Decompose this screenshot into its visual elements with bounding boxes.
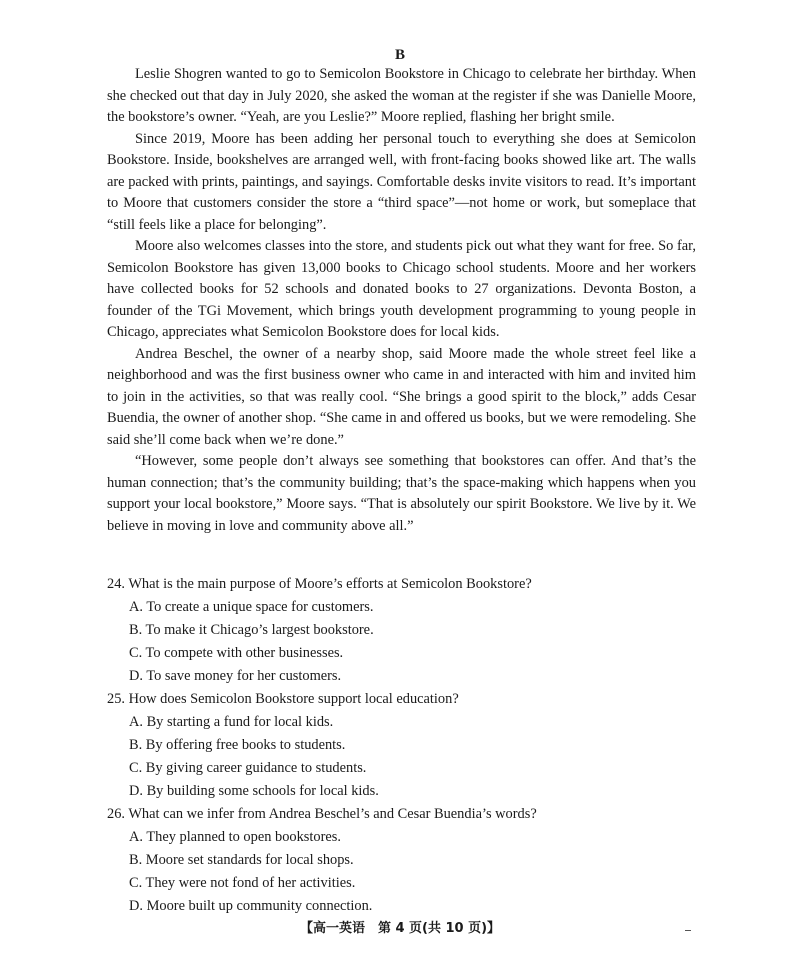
option-b: B. Moore set standards for local shops.	[129, 852, 354, 868]
section-label: B	[394, 47, 405, 63]
passage-paragraph-2: Since 2019, Moore has been adding her personal touch to everything she does at Semicolon Bookstore. Inside, bookshelves are arranged well, with front-facing books showed like art. The walls are packed with prints, paintings, and sayings. Comfortable desks invite visitors to read. It’s important to Moore that customers consider the store a “third space”—not home or work, but someplace that “still feels like a place for belonging”.	[107, 130, 696, 233]
question-24	[107, 573, 696, 688]
passage-paragraph-3: Moore also welcomes classes into the store, and students pick out what they want for free. So far, Semicolon Bookstore has given 13,000 books to Chicago school students. Moore and her workers have collected books for 52 schools and donated books to 27 organizations. Devonta Boston, a founder of the TGi Movement, which brings youth development programming to young people in Chicago, appreciates what Semicolon Bookstore does for local kids.	[107, 238, 696, 340]
passage-paragraph-4: Andrea Beschel, the owner of a nearby shop, said Moore made the whole street feel like a neighborhood and was the first business owner who came in and interacted with him and invited him to join in the activities, so that was really cool. “She brings a good spirit to the block,” adds Cesar Buendia, the owner of another shop. “She came in and offered us books, but we were remodeling. She said she’ll come back when we’re done.”	[107, 345, 696, 448]
question-list	[107, 573, 696, 918]
reading-passage	[107, 64, 696, 537]
option-a: A. They planned to open bookstores.	[129, 829, 341, 845]
passage-paragraph-1: Leslie Shogren wanted to go to Semicolon Bookstore in Chicago to celebrate her birthday. When she checked out that day in July 2020, she asked the woman at the register if she was Danielle Moore, the bookstore’s owner. “Yeah, are you Leslie?” Moore replied, flashing her bright smile.	[107, 66, 696, 125]
question-25	[107, 688, 696, 803]
option-c: C. By giving career guidance to students.	[129, 760, 367, 776]
question-stem: 25. How does Semicolon Bookstore support local education?	[107, 691, 459, 707]
question-26	[107, 803, 696, 918]
option-c: C. They were not fond of her activities.	[129, 875, 356, 891]
page-footer: 【高一英语 第 4 页(共 10 页)】	[299, 921, 501, 936]
option-c: C. To compete with other businesses.	[129, 645, 344, 661]
option-d: D. To save money for her customers.	[129, 668, 342, 684]
option-a: A. By starting a fund for local kids.	[129, 714, 334, 730]
question-stem: 26. What can we infer from Andrea Beschel’s and Cesar Buendia’s words?	[107, 806, 537, 822]
option-a: A. To create a unique space for customers.	[129, 599, 374, 615]
passage-paragraph-5: “However, some people don’t always see something that bookstores can offer. And that’s the human connection; that’s the community building; that’s the space-making which happens when you support your local bookstore,” Moore says. “That is absolutely our spirit Bookstore. We live by it. We believe in moving in love and community above all.”	[107, 453, 696, 534]
option-d: D. Moore built up community connection.	[129, 898, 373, 914]
option-b: B. To make it Chicago’s largest bookstore.	[129, 622, 374, 638]
corner-mark	[685, 930, 691, 931]
option-d: D. By building some schools for local kids.	[129, 783, 379, 799]
question-stem: 24. What is the main purpose of Moore’s efforts at Semicolon Bookstore?	[107, 576, 532, 592]
option-b: B. By offering free books to students.	[129, 737, 346, 753]
